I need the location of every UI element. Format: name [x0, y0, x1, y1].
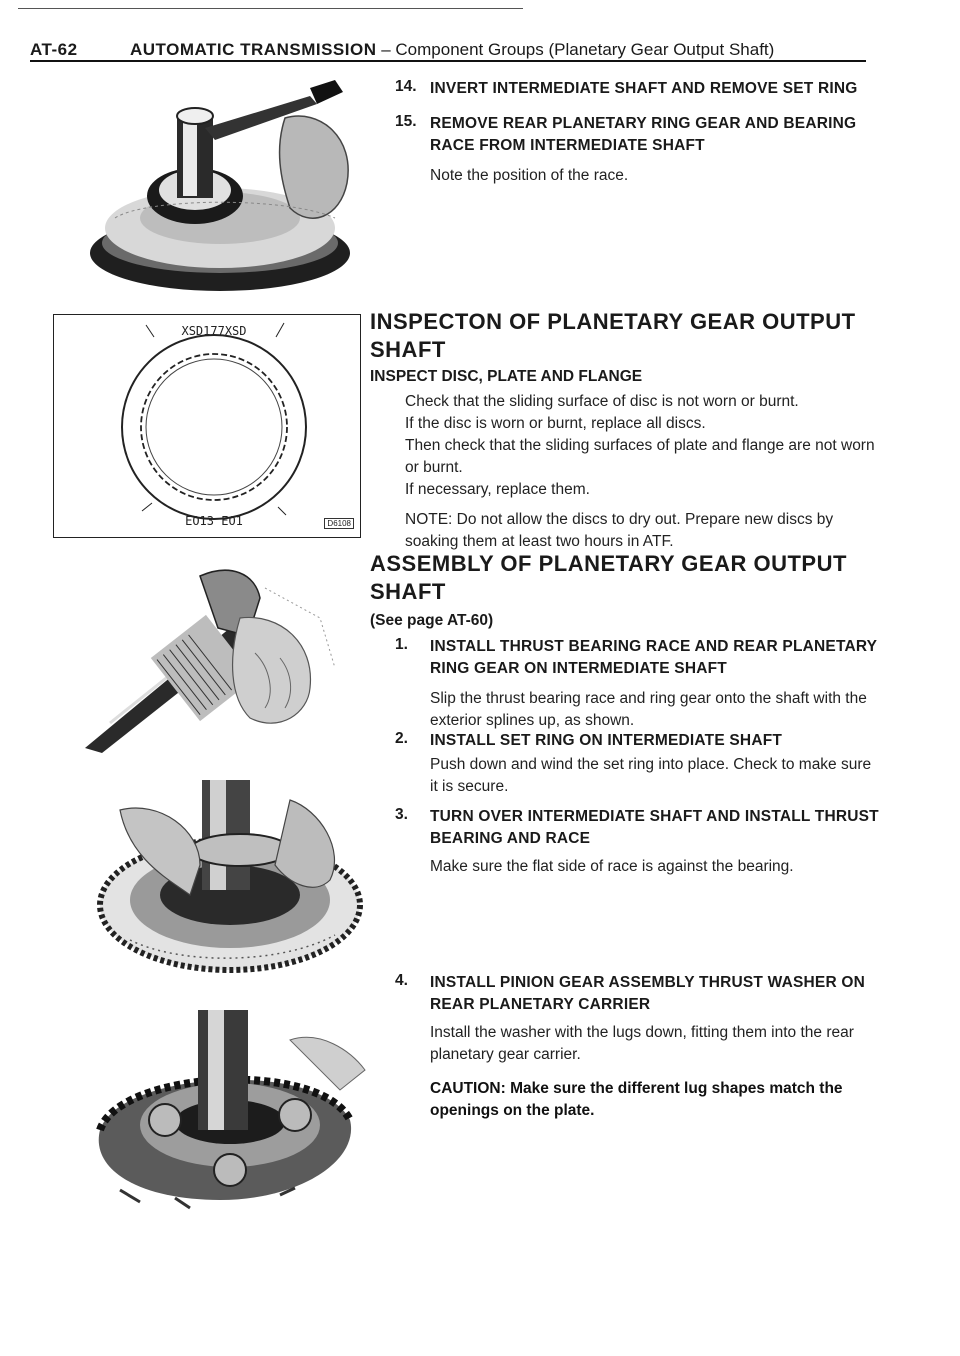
photo-install-set-ring [90, 770, 370, 975]
inspection-line-4: If necessary, replace them. [405, 481, 590, 498]
inspection-line-1: Check that the sliding surface of disc is not worn or burnt. [405, 393, 799, 410]
step-number: 2. [395, 730, 408, 747]
page-header [30, 34, 866, 64]
inspection-title: INSPECTON OF PLANETARY GEAR OUTPUT SHAFT [370, 309, 856, 362]
step-number: 1. [395, 636, 408, 653]
top-edge-line [18, 8, 523, 9]
page-code: AT-62 [30, 40, 78, 59]
photo-install-thrust-washer [80, 1010, 370, 1210]
step-heading: INSTALL THRUST BEARING RACE AND REAR PLANETARY RING GEAR ON INTERMEDIATE SHAFT [430, 638, 877, 677]
step-caution: CAUTION: Make sure the different lug shapes match the openings on the plate. [430, 1080, 843, 1119]
step-body: Push down and wind the set ring into place. Check to make sure it is secure. [430, 756, 872, 795]
step-number: 15. [395, 113, 417, 130]
step-heading: REMOVE REAR PLANETARY RING GEAR AND BEARING RACE FROM INTERMEDIATE SHAFT [430, 115, 857, 154]
diagram-code: D6108 [324, 518, 354, 529]
section-name: AUTOMATIC TRANSMISSION [130, 40, 377, 59]
header-rule [30, 60, 866, 62]
step-body: Install the washer with the lugs down, fitting them into the rear planetary gear carrier. [430, 1024, 854, 1063]
step-heading: INVERT INTERMEDIATE SHAFT AND REMOVE SET RING [430, 80, 858, 97]
see-page-ref: (See page AT-60) [370, 612, 494, 629]
step-number: 3. [395, 806, 408, 823]
inspection-line-2: If the disc is worn or burnt, replace all discs. [405, 415, 706, 432]
step-heading: TURN OVER INTERMEDIATE SHAFT AND INSTALL THRUST BEARING AND RACE [430, 808, 879, 847]
assembly-title: ASSEMBLY OF PLANETARY GEAR OUTPUT SHAFT [370, 551, 847, 604]
step-body: Make sure the flat side of race is against the bearing. [430, 858, 794, 875]
inspection-line-3: Then check that the sliding surfaces of plate and flange are not worn or burnt. [405, 437, 875, 476]
diagram-disc [53, 314, 361, 538]
step-heading: INSTALL PINION GEAR ASSEMBLY THRUST WASHER ON REAR PLANETARY CARRIER [430, 974, 866, 1013]
step-heading: INSTALL SET RING ON INTERMEDIATE SHAFT [430, 732, 783, 749]
inspection-paragraph [405, 391, 885, 553]
diagram-label-top: XSD177XSD [181, 324, 247, 338]
step-body: Note the position of the race. [430, 167, 629, 184]
step-body: Slip the thrust bearing race and ring gear onto the shaft with the exterior splines up, as shown. [430, 690, 867, 729]
step-number: 4. [395, 972, 408, 989]
photo-remove-set-ring [85, 78, 375, 293]
photo-install-ring-gear [80, 558, 370, 753]
inspection-note: NOTE: Do not allow the discs to dry out. Prepare new discs by soaking them at least two hours in ATF. [405, 511, 834, 550]
diagram-label-bottom: EO13 EO1 [185, 514, 243, 528]
inspection-subheading: INSPECT DISC, PLATE AND FLANGE [370, 368, 643, 385]
section-subtitle: – Component Groups (Planetary Gear Output Shaft) [381, 40, 775, 59]
header-title [130, 40, 774, 60]
step-number: 14. [395, 78, 417, 95]
